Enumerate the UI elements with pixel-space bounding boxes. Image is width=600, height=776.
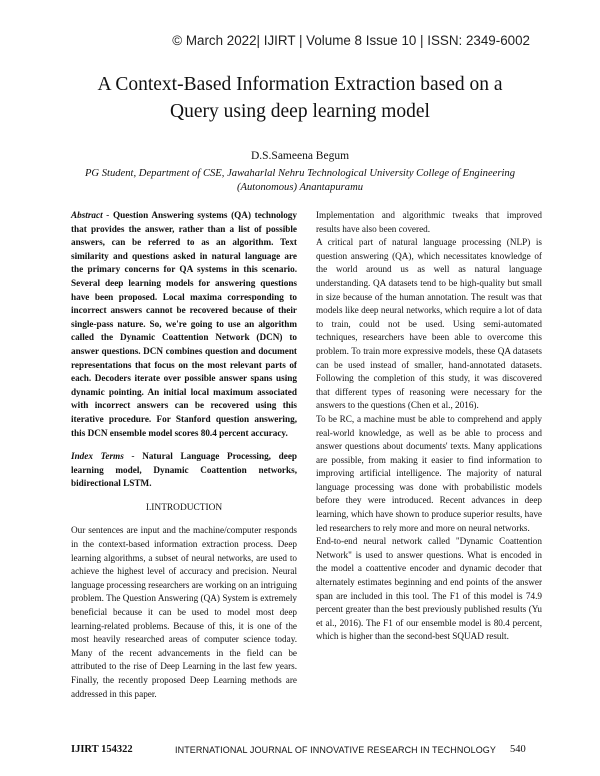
author-affiliation — [60, 167, 540, 195]
abstract — [71, 209, 297, 440]
intro-paragraph: Our sentences are input and the machine/computer responds in the context-based information extraction process. Deep learning algorithms, a subset of neural networks, are used to achieve the highest level of accuracy and precision. Neural language processing researchers are working on an intriguing problem. The Question Answering (QA) System is extremely beneficial because it can be used to model most deep learning-related problems. Because of this, it is one of the most heavily researched areas of computer science today. Many of the recent advancements in the field can be attributed to the rise of Deep Learning in the last few years. Finally, the recently proposed Deep Learning methods are addressed in this paper. — [71, 525, 297, 699]
title-line-2: Query using deep learning model — [170, 101, 430, 122]
left-column — [71, 209, 297, 701]
index-terms-label: Index Terms - — [71, 451, 135, 462]
body-paragraph: A critical part of natural language processing (NLP) is question answering (QA), which necessitates knowledge of the world around us as well as natural language understanding. QA datasets tend to be high-quality but small in size because of the human annotation. The result was that models like deep neural networks, which require a lot of data to train, could not be used. Using semi-automated techniques, researchers have been able to overcome this problem. To train more expressive models, these QA datasets can be used instead of smaller, hand-annotated datasets. Following the completion of this study, it was discovered that different types of reasoning were necessary for the answers to the questions (Chen et al., 2016). — [316, 237, 542, 411]
index-terms — [71, 450, 297, 491]
body-paragraph: Implementation and algorithmic tweaks that improved results have also been covered. — [316, 210, 542, 234]
index-terms-text: Natural Language Processing, deep learning model, Dynamic Coattention networks, bidirectional LSTM. — [71, 451, 298, 489]
journal-header: © March 2022| IJIRT | Volume 8 Issue 10 | ISSN: 2349-6002 — [172, 33, 530, 48]
author-name: D.S.Sameena Begum — [250, 150, 350, 162]
body-paragraph: To be RC, a machine must be able to comprehend and apply real-world knowledge, as well as be able to process and answer questions about documents' texts. Many applications are possible, from making it easier to find information to improving artificial intelligence. The majority of natural language processing was done with probabilistic models before they were introduced. Recent advances in deep learning, which have shown to produce superior results, have led researchers to rely more and more on neural networks. — [316, 413, 542, 533]
section-heading-introduction: I.INTRODUCTION — [145, 502, 223, 513]
abstract-label: Abstract - — [71, 210, 110, 220]
right-column — [316, 209, 542, 644]
body-paragraph: End-to-end neural network called "Dynamic Coattention Network" is used to answer questions. What is encoded in the model a coattentive encoder and dynamic decoder that alternately estimates beginning and end points of the answer span are included in this tool. The F1 of this model is 74.9 percent greater than the best previously published results (Yu et al., 2016). The F1 of our ensemble model is 80.4 percent, which is higher than the second-best SQUAD result. — [316, 536, 542, 642]
footer-journal-name: INTERNATIONAL JOURNAL OF INNOVATIVE RESEARCH IN TECHNOLOGY — [175, 745, 497, 755]
affiliation-line-1: PG Student, Department of CSE, Jawaharlal Nehru Technological University College of Engineering — [84, 168, 516, 179]
footer-paper-id: IJIRT 154322 — [71, 744, 133, 755]
paper-title — [60, 71, 540, 125]
abstract-text: Question Answering systems (QA) technology that provides the answer, rather than a list of possible answers, can be referred to as an algorithm. Text similarity and questions asked in natural language are the primary concerns for QA systems in this scenario. Several deep learning models for answering questions have been proposed. Local maxima corresponding to incorrect answers cannot be recovered because of their single-pass nature. So, we're going to use an algorithm called the Dynamic Coattention Network (DCN) to answer questions. DCN combines question and document representations that focus on the most relevant parts of each. Decoders iterate over possible answer spans using dynamic pointing. An initial local maximum associated with incorrect answers can be recovered using this iterative procedure. For Stanford question answering, this DCN ensemble model scores 80.4 percent accuracy. — [71, 210, 297, 438]
footer-page-number: 540 — [510, 744, 526, 755]
affiliation-line-2: (Autonomous) Anantapuramu — [236, 181, 364, 193]
title-line-1: A Context-Based Information Extraction based on a — [97, 74, 503, 95]
